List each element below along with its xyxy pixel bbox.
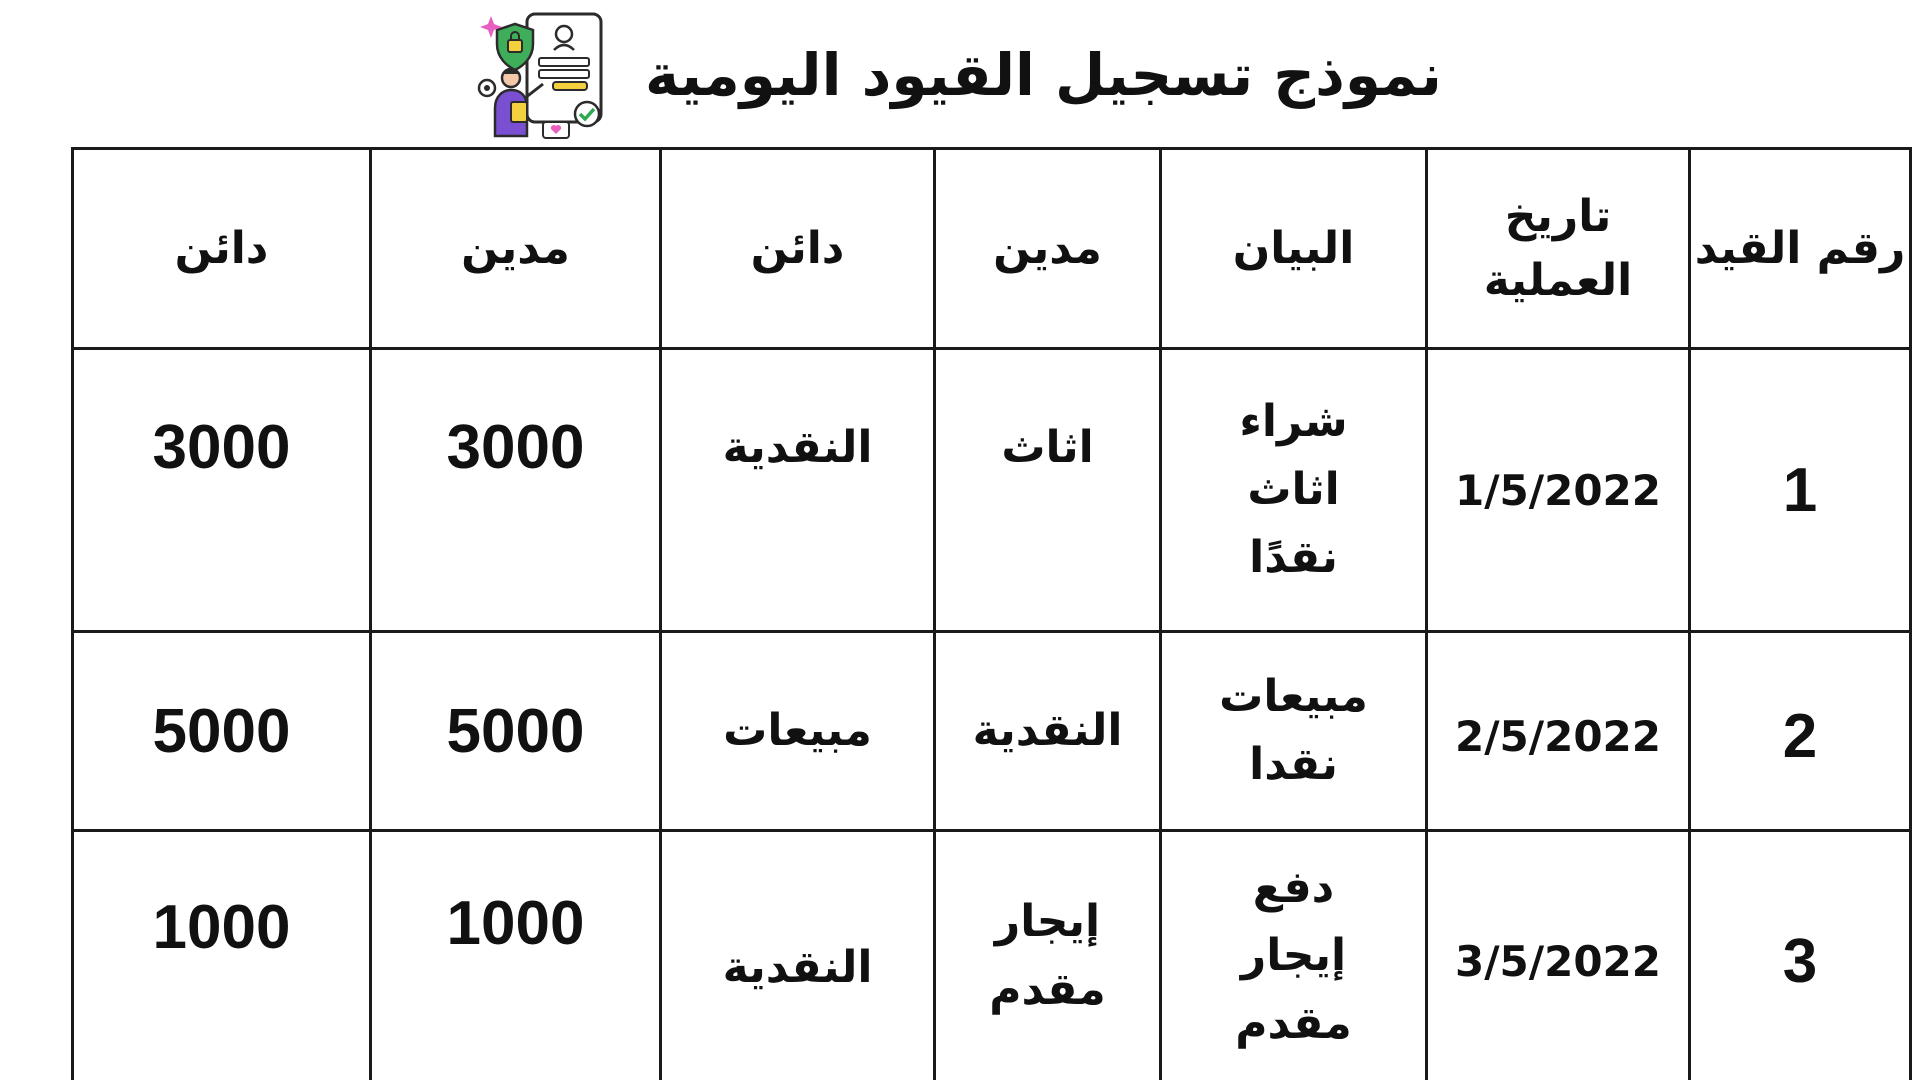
description-line: دفع <box>1252 861 1335 913</box>
header-description: البيان <box>1161 149 1427 349</box>
credit-amount-cell: 1000 <box>73 831 371 1080</box>
debit-account-line: إيجار <box>994 895 1101 947</box>
date-cell: 3/5/2022 <box>1427 831 1690 1080</box>
page-title: نموذج تسجيل القيود اليومية <box>645 41 1442 109</box>
credit-amount-cell: 3000 <box>73 349 371 632</box>
table-row <box>73 349 1911 632</box>
debit-account-cell <box>935 831 1161 1080</box>
entry-no-cell: 3 <box>1690 831 1911 1080</box>
header-row <box>73 149 1911 349</box>
header-date: تاريخ العملية <box>1427 149 1690 349</box>
description-line: شراء <box>1239 395 1348 447</box>
debit-account-line: مقدم <box>989 964 1106 1015</box>
credit-account-cell: مبيعات <box>661 632 935 831</box>
header-debit-account: مدين <box>935 149 1161 349</box>
header-entry-no: رقم القيد <box>1690 149 1911 349</box>
credit-account-cell: النقدية <box>661 831 935 1080</box>
entry-no-cell: 2 <box>1690 632 1911 831</box>
date-cell: 1/5/2022 <box>1427 349 1690 632</box>
header-credit-amount: دائن <box>73 149 371 349</box>
header-credit-account: دائن <box>661 149 935 349</box>
entry-no-cell: 1 <box>1690 349 1911 632</box>
description-line: إيجار <box>1240 929 1347 981</box>
header-debit-amount: مدين <box>371 149 661 349</box>
description-line: نقدًا <box>1249 532 1338 584</box>
debit-account-cell: النقدية <box>935 632 1161 831</box>
description-cell <box>1161 831 1427 1080</box>
description-line: مقدم <box>1235 998 1352 1050</box>
table-row <box>73 831 1911 1080</box>
description-line: مبيعات <box>1219 670 1368 722</box>
description-cell <box>1161 632 1427 831</box>
credit-amount-cell: 5000 <box>73 632 371 831</box>
secure-login-illustration-icon <box>475 10 615 140</box>
debit-amount-cell: 5000 <box>371 632 661 831</box>
debit-amount-cell: 3000 <box>371 349 661 632</box>
table-row <box>73 632 1911 831</box>
debit-account-cell: اثاث <box>935 349 1161 632</box>
debit-amount-cell: 1000 <box>371 831 661 1080</box>
description-line: نقدا <box>1249 739 1338 790</box>
date-cell: 2/5/2022 <box>1427 632 1690 831</box>
credit-account-cell: النقدية <box>661 349 935 632</box>
journal-table <box>71 147 1912 1080</box>
description-cell <box>1161 349 1427 632</box>
description-line: اثاث <box>1247 463 1340 515</box>
title-row <box>475 10 1442 140</box>
